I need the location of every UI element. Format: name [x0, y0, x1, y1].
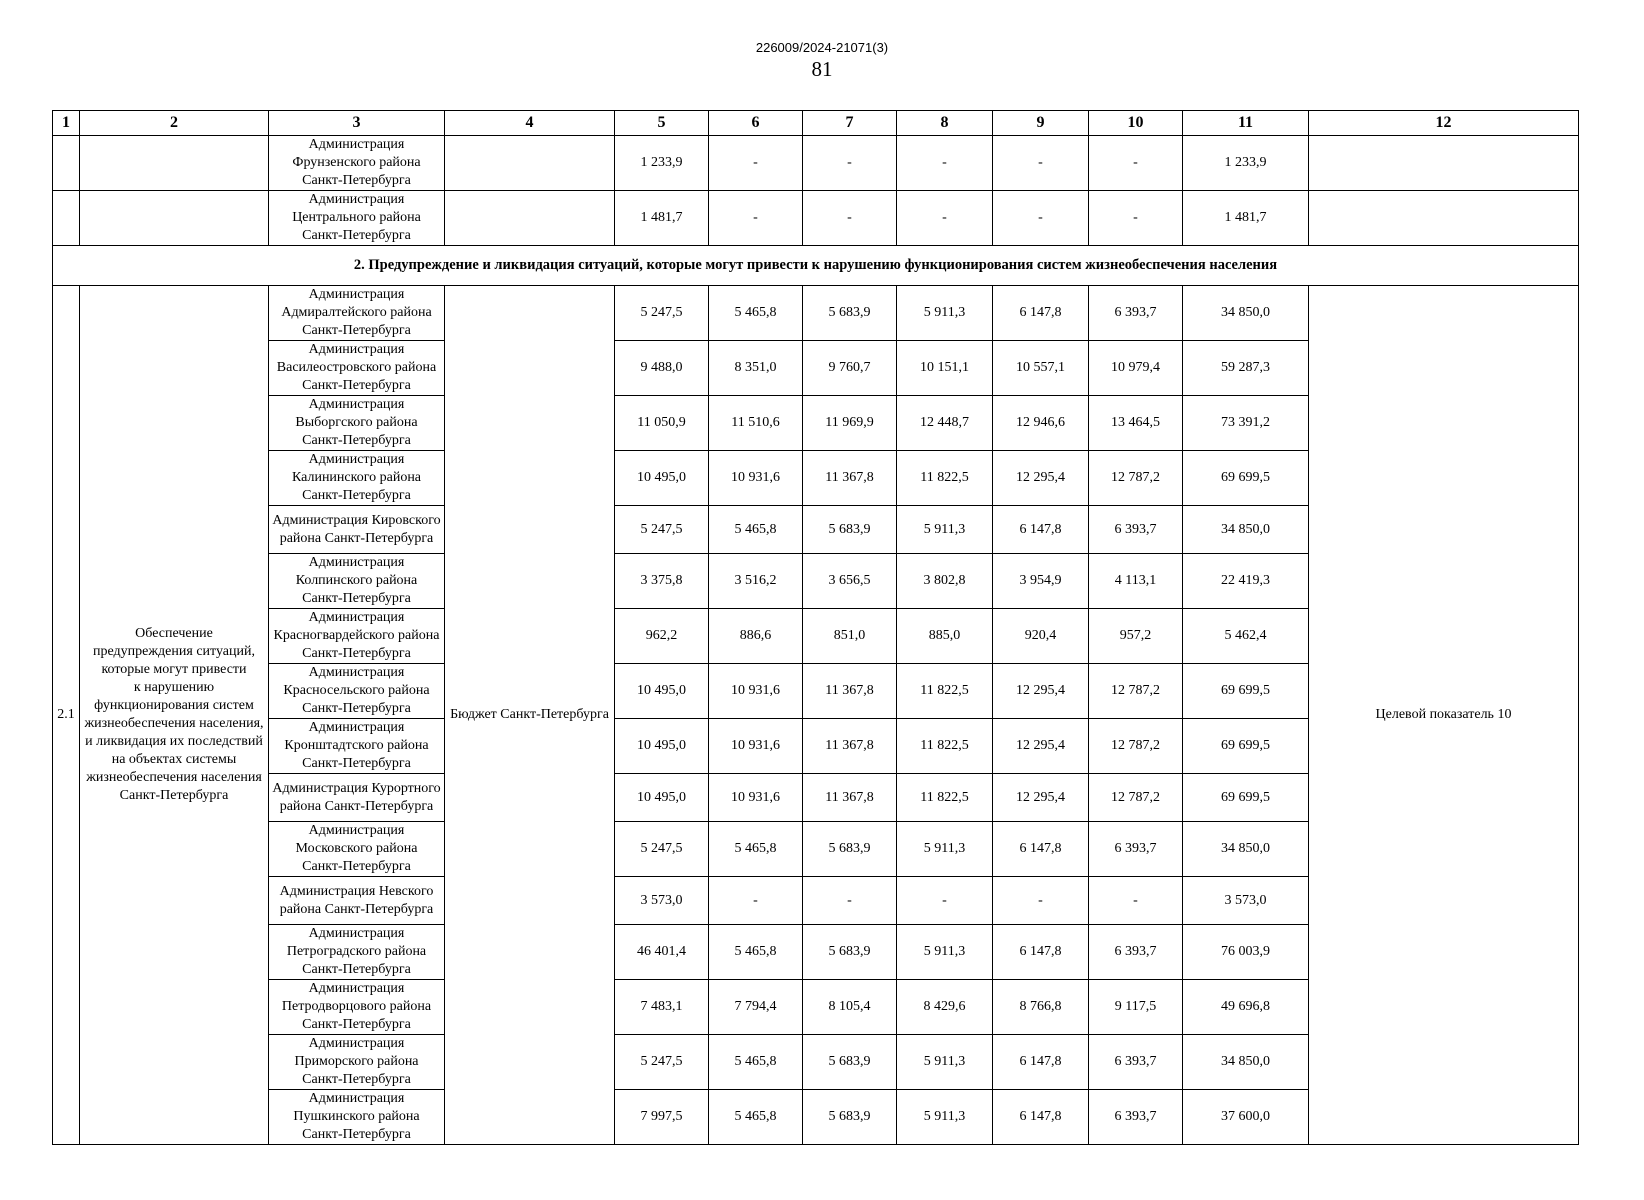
value-cell: 5 247,5 [615, 1035, 709, 1090]
org-cell [269, 506, 445, 554]
value-cell: 8 105,4 [803, 980, 897, 1035]
value-cell: 10 931,6 [709, 451, 803, 506]
value-cell: 37 600,0 [1183, 1090, 1309, 1145]
text-line: Санкт-Петербурга [302, 378, 411, 393]
value-cell: 5 247,5 [615, 506, 709, 554]
value-cell: 4 113,1 [1089, 554, 1183, 609]
column-header: 8 [897, 111, 993, 136]
value-cell: - [993, 136, 1089, 191]
value-cell: 7 997,5 [615, 1090, 709, 1145]
text-line: Администрация [308, 926, 405, 941]
document-number: 226009/2024-21071(3) [755, 40, 889, 55]
org-cell [269, 1035, 445, 1090]
value-cell: 6 393,7 [1089, 286, 1183, 341]
text-line: которые могут привести [101, 662, 247, 677]
org-cell [269, 664, 445, 719]
value-cell: 5 683,9 [803, 506, 897, 554]
text-line: Администрация [308, 1036, 405, 1051]
value-cell: 34 850,0 [1183, 506, 1309, 554]
value-cell: 12 787,2 [1089, 719, 1183, 774]
value-cell: 12 295,4 [993, 451, 1089, 506]
funding-source: Бюджет Санкт-Петербурга [445, 286, 615, 1145]
value-cell: - [709, 136, 803, 191]
value-cell: 69 699,5 [1183, 451, 1309, 506]
page-number: 81 [811, 57, 833, 81]
value-cell: 5 683,9 [803, 822, 897, 877]
value-cell: 10 979,4 [1089, 341, 1183, 396]
text-line: Санкт-Петербурга [302, 646, 411, 661]
value-cell: 11 822,5 [897, 451, 993, 506]
column-header: 1 [53, 111, 80, 136]
text-line: Санкт-Петербурга [302, 756, 411, 771]
value-cell: 5 683,9 [803, 1090, 897, 1145]
value-cell: 13 464,5 [1089, 396, 1183, 451]
value-cell: 12 946,6 [993, 396, 1089, 451]
text-line: Администрация [308, 720, 405, 735]
value-cell: 7 794,4 [709, 980, 803, 1035]
text-line: Фрунзенского района [292, 155, 421, 170]
text-line: Администрация Курортного [272, 780, 441, 796]
org-cell [269, 136, 445, 191]
text-line: Пушкинского района [293, 1109, 420, 1124]
value-cell: 10 931,6 [709, 719, 803, 774]
source-cell [445, 136, 615, 191]
text-line: Петроградского района [286, 944, 427, 959]
value-cell: 11 969,9 [803, 396, 897, 451]
value-cell: 886,6 [709, 609, 803, 664]
value-cell: - [993, 877, 1089, 925]
value-cell: 1 481,7 [1183, 191, 1309, 246]
value-cell: - [709, 877, 803, 925]
text-line: Администрация [308, 397, 405, 412]
value-cell: 6 147,8 [993, 506, 1089, 554]
value-cell: 5 247,5 [615, 822, 709, 877]
text-line: жизнеобеспечения населения, [84, 716, 264, 731]
text-line: Санкт-Петербурга [302, 173, 411, 188]
value-cell: 6 393,7 [1089, 506, 1183, 554]
column-header: 12 [1309, 111, 1579, 136]
value-cell: 22 419,3 [1183, 554, 1309, 609]
org-cell [269, 822, 445, 877]
value-cell: - [897, 877, 993, 925]
value-cell: 9 117,5 [1089, 980, 1183, 1035]
text-line: Администрация Кировского [272, 512, 441, 528]
table-row [53, 136, 1579, 191]
value-cell: 5 683,9 [803, 286, 897, 341]
value-cell: 6 393,7 [1089, 925, 1183, 980]
value-cell: - [897, 136, 993, 191]
value-cell: 3 954,9 [993, 554, 1089, 609]
value-cell: 10 495,0 [615, 774, 709, 822]
value-cell: - [803, 136, 897, 191]
value-cell: 851,0 [803, 609, 897, 664]
indicator-cell [1309, 191, 1579, 246]
text-line: к нарушению [133, 680, 215, 695]
column-header: 4 [445, 111, 615, 136]
text-line: Санкт-Петербурга [302, 228, 411, 243]
column-header: 11 [1183, 111, 1309, 136]
value-cell: - [803, 191, 897, 246]
item-description [80, 286, 269, 1145]
value-cell: 957,2 [1089, 609, 1183, 664]
value-cell: 1 233,9 [1183, 136, 1309, 191]
value-cell: 11 367,8 [803, 719, 897, 774]
value-cell: 34 850,0 [1183, 1035, 1309, 1090]
text-line: Администрация [308, 137, 405, 152]
column-header: 6 [709, 111, 803, 136]
value-cell: 5 683,9 [803, 925, 897, 980]
value-cell: 6 147,8 [993, 822, 1089, 877]
value-cell: 12 295,4 [993, 774, 1089, 822]
value-cell: 69 699,5 [1183, 664, 1309, 719]
value-cell: 12 787,2 [1089, 774, 1183, 822]
value-cell: 3 573,0 [615, 877, 709, 925]
org-cell [269, 286, 445, 341]
value-cell: 5 911,3 [897, 925, 993, 980]
value-cell: 11 050,9 [615, 396, 709, 451]
org-cell [269, 451, 445, 506]
org-cell [269, 774, 445, 822]
value-cell: 885,0 [897, 609, 993, 664]
value-cell: 11 367,8 [803, 451, 897, 506]
value-cell: 8 429,6 [897, 980, 993, 1035]
value-cell: 5 462,4 [1183, 609, 1309, 664]
column-header: 7 [803, 111, 897, 136]
org-cell [269, 877, 445, 925]
text-line: Санкт-Петербурга [302, 1127, 411, 1142]
text-line: Администрация [308, 610, 405, 625]
value-cell: 49 696,8 [1183, 980, 1309, 1035]
value-cell: 5 911,3 [897, 506, 993, 554]
text-line: Адмиралтейского района [281, 305, 432, 320]
text-line: жизнеобеспечения населения [86, 770, 262, 785]
text-line: и ликвидация их последствий [85, 734, 263, 749]
text-line: функционирования систем [94, 698, 254, 713]
value-cell: - [803, 877, 897, 925]
budget-table [52, 110, 1579, 1145]
value-cell: 5 465,8 [709, 506, 803, 554]
value-cell: 6 393,7 [1089, 1090, 1183, 1145]
value-cell: 8 766,8 [993, 980, 1089, 1035]
target-indicator: Целевой показатель 10 [1309, 286, 1579, 1145]
text-line: Приморского района [294, 1054, 419, 1069]
value-cell: 10 495,0 [615, 664, 709, 719]
text-line: Санкт-Петербурга [302, 701, 411, 716]
value-cell: 11 367,8 [803, 664, 897, 719]
text-line: Обеспечение [135, 626, 213, 641]
value-cell: 5 465,8 [709, 1035, 803, 1090]
value-cell: 3 656,5 [803, 554, 897, 609]
value-cell: 5 465,8 [709, 822, 803, 877]
value-cell: 12 448,7 [897, 396, 993, 451]
value-cell: - [709, 191, 803, 246]
value-cell: 12 787,2 [1089, 451, 1183, 506]
description-cell [80, 136, 269, 191]
value-cell: 1 481,7 [615, 191, 709, 246]
value-cell: 10 495,0 [615, 719, 709, 774]
text-line: Санкт-Петербурга [302, 488, 411, 503]
value-cell: 11 367,8 [803, 774, 897, 822]
value-cell: 6 147,8 [993, 1090, 1089, 1145]
value-cell: 11 822,5 [897, 719, 993, 774]
org-cell [269, 341, 445, 396]
org-cell [269, 925, 445, 980]
text-line: Кронштадтского района [284, 738, 429, 753]
value-cell: 12 295,4 [993, 664, 1089, 719]
table-row [53, 286, 1579, 341]
description-cell [80, 191, 269, 246]
text-line: Василеостровского района [276, 360, 437, 375]
value-cell: 73 391,2 [1183, 396, 1309, 451]
column-header: 5 [615, 111, 709, 136]
value-cell: 9 488,0 [615, 341, 709, 396]
column-header-row [53, 111, 1579, 136]
text-line: Санкт-Петербурга [302, 859, 411, 874]
column-header: 3 [269, 111, 445, 136]
value-cell: 76 003,9 [1183, 925, 1309, 980]
value-cell: - [1089, 136, 1183, 191]
indicator-cell [1309, 136, 1579, 191]
text-line: Администрация [308, 555, 405, 570]
text-line: Администрация [308, 823, 405, 838]
value-cell: 12 295,4 [993, 719, 1089, 774]
value-cell: - [993, 191, 1089, 246]
table-row [53, 191, 1579, 246]
value-cell: 69 699,5 [1183, 719, 1309, 774]
value-cell: 11 510,6 [709, 396, 803, 451]
value-cell: 5 247,5 [615, 286, 709, 341]
value-cell: - [1089, 877, 1183, 925]
text-line: Петродворцового района [281, 999, 432, 1014]
text-line: Колпинского района [295, 573, 418, 588]
section-row [53, 246, 1579, 286]
value-cell: 5 911,3 [897, 1090, 993, 1145]
value-cell: 10 495,0 [615, 451, 709, 506]
value-cell: 6 147,8 [993, 925, 1089, 980]
value-cell: - [897, 191, 993, 246]
value-cell: 11 822,5 [897, 664, 993, 719]
text-line: района Санкт-Петербурга [279, 798, 434, 814]
value-cell: 6 393,7 [1089, 822, 1183, 877]
text-line: Санкт-Петербурга [302, 433, 411, 448]
value-cell: 11 822,5 [897, 774, 993, 822]
value-cell: 5 911,3 [897, 286, 993, 341]
text-line: Красносельского района [283, 683, 430, 698]
source-cell [445, 191, 615, 246]
row-number-cell [53, 191, 80, 246]
value-cell: 5 465,8 [709, 286, 803, 341]
text-line: Санкт-Петербурга [302, 323, 411, 338]
text-line: Администрация [308, 981, 405, 996]
value-cell: 10 931,6 [709, 774, 803, 822]
org-cell [269, 980, 445, 1035]
text-line: предупреждения ситуаций, [93, 644, 255, 659]
text-line: Центрального района [292, 210, 421, 225]
text-line: района Санкт-Петербурга [279, 901, 434, 917]
value-cell: 5 911,3 [897, 1035, 993, 1090]
value-cell: 6 147,8 [993, 286, 1089, 341]
value-cell: 7 483,1 [615, 980, 709, 1035]
text-line: Красногвардейского района [273, 628, 440, 643]
column-header: 9 [993, 111, 1089, 136]
text-line: Санкт-Петербурга [302, 591, 411, 606]
text-line: на объектах системы [111, 752, 237, 767]
value-cell: 10 557,1 [993, 341, 1089, 396]
value-cell: 6 393,7 [1089, 1035, 1183, 1090]
value-cell: 3 573,0 [1183, 877, 1309, 925]
text-line: Администрация [308, 1091, 405, 1106]
value-cell: - [1089, 191, 1183, 246]
value-cell: 46 401,4 [615, 925, 709, 980]
value-cell: 3 516,2 [709, 554, 803, 609]
text-line: Администрация [308, 287, 405, 302]
text-line: района Санкт-Петербурга [279, 530, 434, 546]
column-header: 10 [1089, 111, 1183, 136]
text-line: Администрация [308, 452, 405, 467]
text-line: Калининского района [291, 470, 422, 485]
text-line: Выборгского района [295, 415, 418, 430]
value-cell: 5 465,8 [709, 925, 803, 980]
value-cell: 10 931,6 [709, 664, 803, 719]
org-cell [269, 1090, 445, 1145]
value-cell: 10 151,1 [897, 341, 993, 396]
value-cell: 12 787,2 [1089, 664, 1183, 719]
item-number: 2.1 [53, 286, 80, 1145]
value-cell: 1 233,9 [615, 136, 709, 191]
value-cell: 59 287,3 [1183, 341, 1309, 396]
org-cell [269, 554, 445, 609]
value-cell: 3 375,8 [615, 554, 709, 609]
value-cell: 920,4 [993, 609, 1089, 664]
text-line: Санкт-Петербурга [302, 1017, 411, 1032]
value-cell: 69 699,5 [1183, 774, 1309, 822]
text-line: Администрация Невского [279, 883, 434, 899]
value-cell: 5 911,3 [897, 822, 993, 877]
text-line: Администрация [308, 192, 405, 207]
text-line: Санкт-Петербурга [119, 788, 229, 803]
org-cell [269, 396, 445, 451]
value-cell: 9 760,7 [803, 341, 897, 396]
value-cell: 3 802,8 [897, 554, 993, 609]
column-header: 2 [80, 111, 269, 136]
text-line: Администрация [308, 665, 405, 680]
org-cell [269, 191, 445, 246]
text-line: Санкт-Петербурга [302, 1072, 411, 1087]
value-cell: 5 683,9 [803, 1035, 897, 1090]
org-cell [269, 719, 445, 774]
value-cell: 6 147,8 [993, 1035, 1089, 1090]
org-cell [269, 609, 445, 664]
text-line: Санкт-Петербурга [302, 962, 411, 977]
row-number-cell [53, 136, 80, 191]
section-title: 2. Предупреждение и ликвидация ситуаций, которые могут привести к нарушению функционирования систем жизнеобеспечения населения [53, 246, 1579, 286]
value-cell: 34 850,0 [1183, 286, 1309, 341]
text-line: Администрация [308, 342, 405, 357]
value-cell: 5 465,8 [709, 1090, 803, 1145]
value-cell: 962,2 [615, 609, 709, 664]
text-line: Московского района [295, 841, 418, 856]
value-cell: 34 850,0 [1183, 822, 1309, 877]
value-cell: 8 351,0 [709, 341, 803, 396]
